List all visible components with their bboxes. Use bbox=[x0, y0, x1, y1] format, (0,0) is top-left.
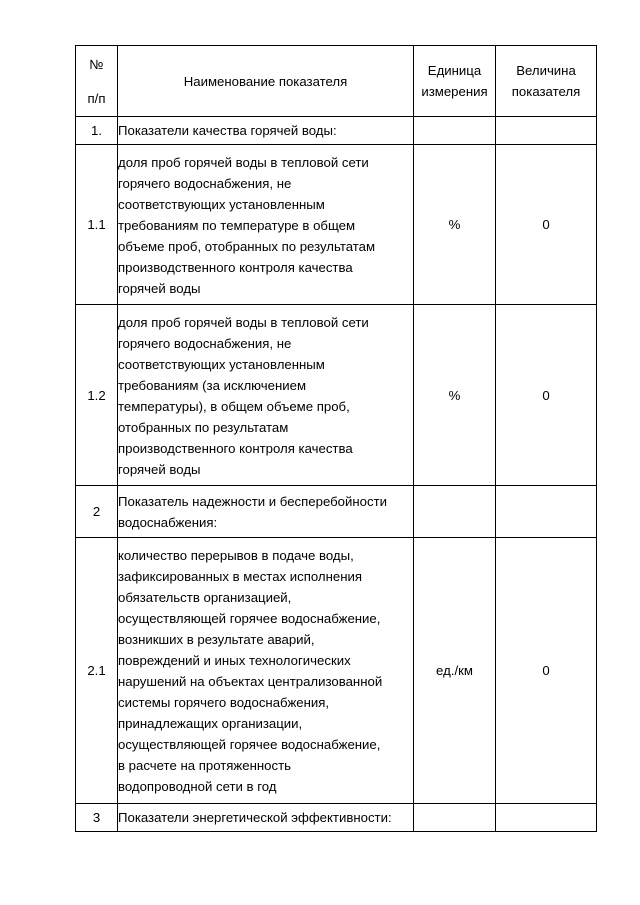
row-number: 2 bbox=[76, 486, 118, 538]
row-unit bbox=[414, 804, 496, 832]
row-unit bbox=[414, 486, 496, 538]
row-value bbox=[496, 117, 597, 145]
row-indicator-name: доля проб горячей воды в тепловой сети горячего водоснабжения, не соответствующих установленным требованиям по температуре в общем объеме проб, отобранных по результатам производственного контроля качества горячей воды bbox=[118, 145, 414, 305]
row-number: 2.1 bbox=[76, 538, 118, 804]
row-value: 0 bbox=[496, 538, 597, 804]
table-row bbox=[76, 145, 597, 305]
row-number: 1. bbox=[76, 117, 118, 145]
header-number: № п/п bbox=[76, 46, 118, 117]
table-header-row bbox=[76, 46, 597, 117]
row-unit: % bbox=[414, 305, 496, 486]
row-number: 1.2 bbox=[76, 305, 118, 486]
row-number: 1.1 bbox=[76, 145, 118, 305]
header-unit: Единица измерения bbox=[414, 46, 496, 117]
header-indicator-name: Наименование показателя bbox=[118, 46, 414, 117]
row-value bbox=[496, 486, 597, 538]
row-indicator-name: Показатели качества горячей воды: bbox=[118, 117, 414, 145]
row-value: 0 bbox=[496, 305, 597, 486]
row-indicator-name: количество перерывов в подаче воды, зафиксированных в местах исполнения обязательств организацией, осуществляющей горячее водоснабжение, возникших в результате аварий, повреждений и иных технологических нарушений на объектах централизованной системы горячего водоснабжения, принадлежащих организации, осуществляющей горячее водоснабжение, в расчете на протяженность водопроводной сети в год bbox=[118, 538, 414, 804]
row-value: 0 bbox=[496, 145, 597, 305]
table-row bbox=[76, 117, 597, 145]
table-row bbox=[76, 804, 597, 832]
row-number: 3 bbox=[76, 804, 118, 832]
row-indicator-name: Показатель надежности и бесперебойности водоснабжения: bbox=[118, 486, 414, 538]
row-unit bbox=[414, 117, 496, 145]
row-unit: ед./км bbox=[414, 538, 496, 804]
row-value bbox=[496, 804, 597, 832]
row-unit: % bbox=[414, 145, 496, 305]
table-row bbox=[76, 486, 597, 538]
row-indicator-name: доля проб горячей воды в тепловой сети горячего водоснабжения, не соответствующих установленным требованиям (за исключением температуры), в общем объеме проб, отобранных по результатам производственного контроля качества горячей воды bbox=[118, 305, 414, 486]
indicators-table bbox=[75, 45, 597, 832]
table-row bbox=[76, 305, 597, 486]
header-value: Величина показателя bbox=[496, 46, 597, 117]
row-indicator-name: Показатели энергетической эффективности: bbox=[118, 804, 414, 832]
table-row bbox=[76, 538, 597, 804]
